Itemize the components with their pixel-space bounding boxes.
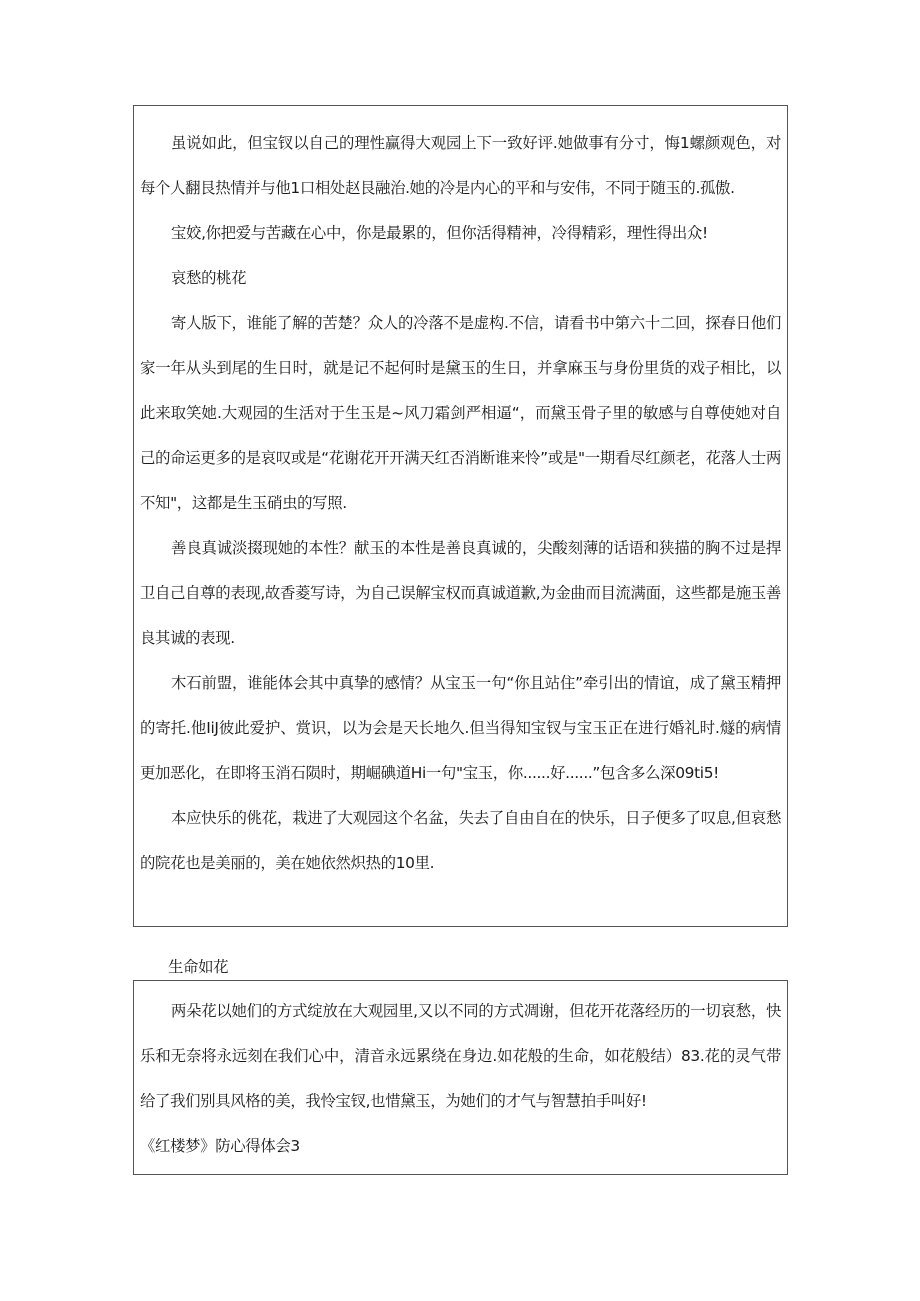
essay-title-trailing: 《红楼梦》防心得体会3: [140, 1137, 300, 1155]
paragraph-daiyu-kindness: 善良真诚淡掇现她的本性？献玉的本性是善良真诚的，尖酸刻薄的话语和狭描的胸不过是捍卫自己自尊的表现,故香菱写诗，为自己误解宝权而真诚道歉,为金曲而目流满面，这些都是施玉善良其诚的表现.: [140, 539, 781, 647]
paragraph-peach-blossom: 本应快乐的佻花，栽进了大观园这个名盆，失去了自由自在的快乐，日子便多了叹息,但哀愁的院花也是美丽的，美在她依然炽热的10里.: [140, 809, 781, 872]
paragraph-wood-stone-pact: 木石前盟，谁能体会其中真挚的感情？从宝玉一句“你且站住”牵引出的情谊，成了黛玉精押的寄托.他IiJ彼此爱护、赏识，以为会是天长地久.但当得知宝钗与宝玉正在进行婚礼时.燧的病情更加恶化，在即将玉消石陨时，期崛碘道Hi一句"宝玉，你......好......”包含多么深09ti5!: [140, 674, 781, 782]
section-heading-life-like-flower: 生命如花: [168, 958, 229, 976]
text-box-lower: [133, 980, 788, 1175]
paragraph-baochai-praise: 宝姣,你把爱与苦藏在心中，你是最累的，但你活得精神，冷得精彩，理性得出众!: [171, 224, 708, 242]
section-heading-sad-peach: 哀愁的桃花: [171, 269, 247, 287]
text-box-upper: [133, 105, 788, 927]
paragraph-baochai-reason: 虽说如此，但宝钗以自己的理性赢得大观园上下一致好评.她做事有分寸，悔1螺颜观色，对每个人翻艮热情并与他1口相处赵艮融治.她的冷是内心的平和与安伟，不同于随玉的.孤傲.: [140, 134, 781, 197]
paragraph-two-flowers: 两朵花以她们的方式绽放在大观园里,又以不同的方式凋谢，但花开花落经历的一切哀愁，快乐和无奈将永远刻在我们心中，清音永远累绕在身边.如花般的生命，如花般结）83.花的灵气带给了我们别具风格的美，我怜宝钗,也惜黛玉，为她们的才气与智慧拍手叫好!: [140, 1002, 781, 1110]
paragraph-daiyu-loneliness: 寄人版下，谁能了解的苦楚？众人的冷落不是虚构.不信，请看书中第六十二回，探春日他们家一年从头到尾的生日时，就是记不起何时是黛玉的生日，并拿麻玉与身份里货的戏子相比，以此来取笑她.大观园的生活对于生玉是~风刀霜剑严相逼“，而黛玉骨子里的敏感与自尊使她对自己的命运更多的是哀叹或是“花谢花开开满天红否消断谁来怜”或是"一期看尽红颜老，花落人士两不知"，这都是生玉硝虫的写照.: [140, 314, 781, 512]
